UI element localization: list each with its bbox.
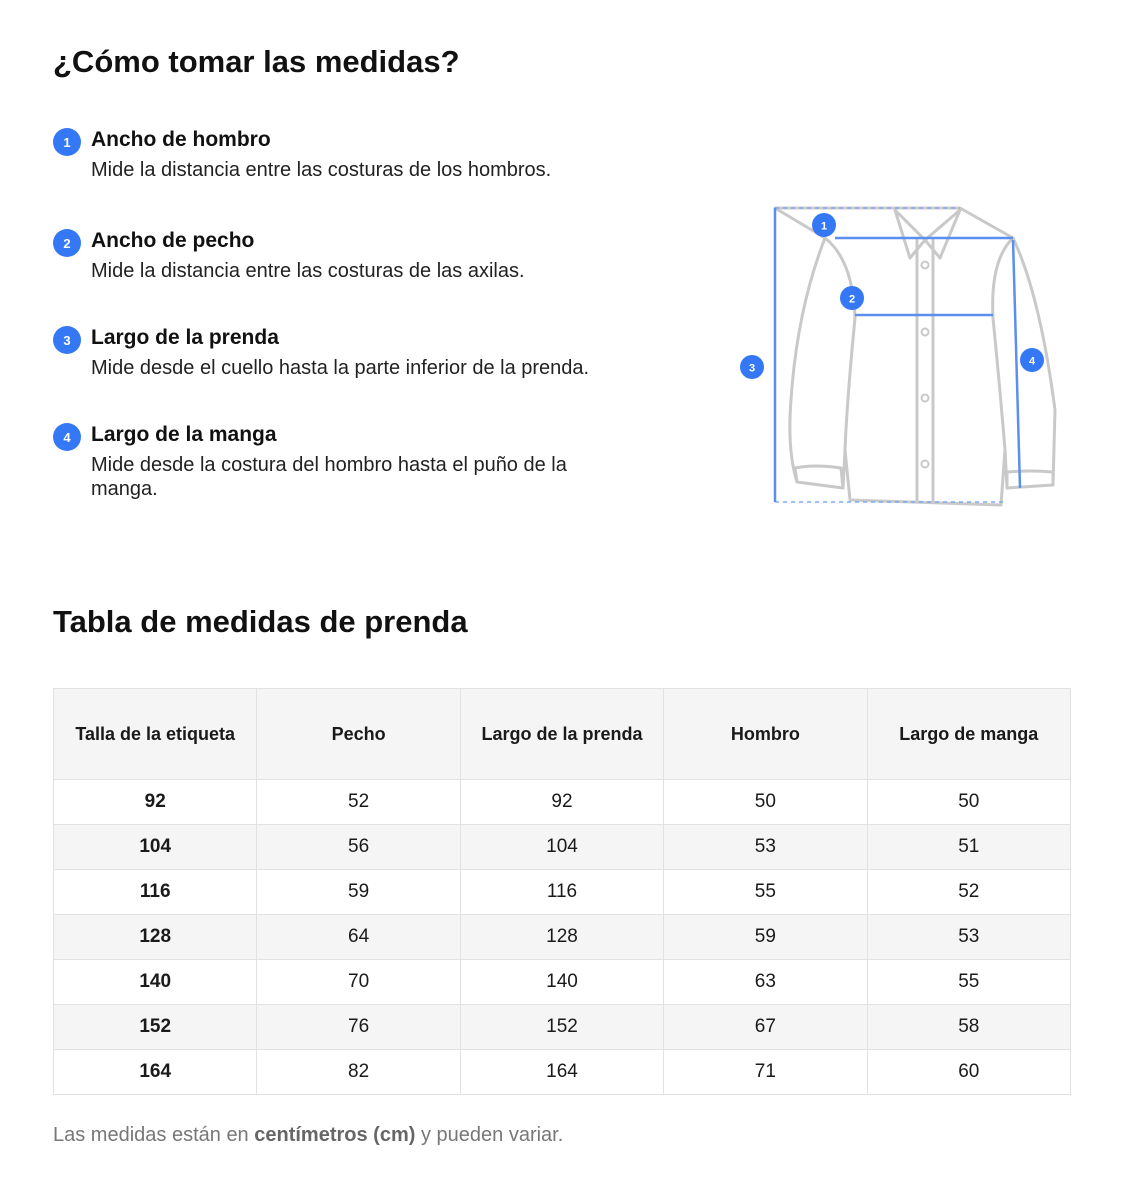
shirt-measurement-icon: [735, 200, 1075, 510]
step-title: Largo de la manga: [91, 423, 277, 446]
diagram-marker-1: 1: [820, 220, 828, 233]
table-cell: 164: [460, 1050, 663, 1095]
table-cell: 56: [257, 825, 460, 870]
table-cell: 50: [867, 780, 1070, 825]
header-garment-length: Largo de la prenda: [460, 689, 663, 780]
table-cell: 59: [664, 915, 867, 960]
table-row: [54, 825, 1071, 870]
size-label-cell: 92: [54, 780, 257, 825]
step-description: Mide la distancia entre las costuras de los hombros.: [91, 159, 552, 181]
step-sleeve-length: [53, 421, 633, 501]
size-table: [53, 688, 1071, 1095]
step-title: Ancho de pecho: [91, 229, 255, 252]
step-description: Mide la distancia entre las costuras de las axilas.: [91, 260, 525, 282]
step-garment-length: [53, 324, 633, 380]
table-cell: 71: [664, 1050, 867, 1095]
table-cell: 104: [460, 825, 663, 870]
table-row: [54, 1005, 1071, 1050]
table-cell: 52: [257, 780, 460, 825]
table-cell: 51: [867, 825, 1070, 870]
table-row: [54, 960, 1071, 1005]
table-cell: 55: [867, 960, 1070, 1005]
table-row: [54, 915, 1071, 960]
table-cell: 70: [257, 960, 460, 1005]
table-cell: 53: [664, 825, 867, 870]
header-chest: Pecho: [257, 689, 460, 780]
units-footnote: [53, 1124, 563, 1147]
footnote-text-after: y pueden variar.: [415, 1124, 564, 1146]
table-cell: 76: [257, 1005, 460, 1050]
diagram-marker-2: 2: [848, 293, 856, 306]
size-label-cell: 104: [54, 825, 257, 870]
diagram-marker-4: 4: [1028, 355, 1036, 368]
page-title: ¿Cómo tomar las medidas?: [53, 44, 460, 79]
table-cell: 152: [460, 1005, 663, 1050]
table-cell: 64: [257, 915, 460, 960]
table-cell: 53: [867, 915, 1070, 960]
header-shoulder: Hombro: [664, 689, 867, 780]
table-cell: 116: [460, 870, 663, 915]
table-cell: 128: [460, 915, 663, 960]
size-label-cell: 116: [54, 870, 257, 915]
step-shoulder-width: [53, 126, 633, 182]
table-cell: 67: [664, 1005, 867, 1050]
measurement-steps: [53, 126, 633, 501]
step-number-badge: 2: [53, 229, 81, 257]
table-cell: 58: [867, 1005, 1070, 1050]
table-cell: 52: [867, 870, 1070, 915]
size-table-title: Tabla de medidas de prenda: [53, 604, 468, 639]
shirt-diagram: [735, 200, 1075, 510]
step-number-badge: 3: [53, 326, 81, 354]
step-title: Largo de la prenda: [91, 326, 279, 349]
table-cell: 50: [664, 780, 867, 825]
step-number-badge: 1: [53, 128, 81, 156]
table-header-row: [54, 689, 1071, 780]
step-description: Mide desde el cuello hasta la parte inferior de la prenda.: [91, 357, 590, 379]
table-cell: 63: [664, 960, 867, 1005]
size-label-cell: 128: [54, 915, 257, 960]
size-label-cell: 164: [54, 1050, 257, 1095]
footnote-text-before: Las medidas están en: [53, 1124, 255, 1146]
header-label-size: Talla de la etiqueta: [54, 689, 257, 780]
step-title: Ancho de hombro: [91, 128, 271, 151]
table-cell: 82: [257, 1050, 460, 1095]
footnote-units: centímetros (cm): [254, 1124, 416, 1146]
table-row: [54, 1050, 1071, 1095]
step-number-badge: 4: [53, 423, 81, 451]
step-description: Mide desde la costura del hombro hasta el puño de la manga.: [91, 454, 567, 500]
table-cell: 55: [664, 870, 867, 915]
step-chest-width: [53, 227, 633, 283]
table-row: [54, 780, 1071, 825]
table-cell: 140: [460, 960, 663, 1005]
table-cell: 59: [257, 870, 460, 915]
table-cell: 92: [460, 780, 663, 825]
header-sleeve-length: Largo de manga: [867, 689, 1070, 780]
size-label-cell: 140: [54, 960, 257, 1005]
table-row: [54, 870, 1071, 915]
diagram-marker-3: 3: [748, 362, 756, 375]
size-label-cell: 152: [54, 1005, 257, 1050]
table-cell: 60: [867, 1050, 1070, 1095]
